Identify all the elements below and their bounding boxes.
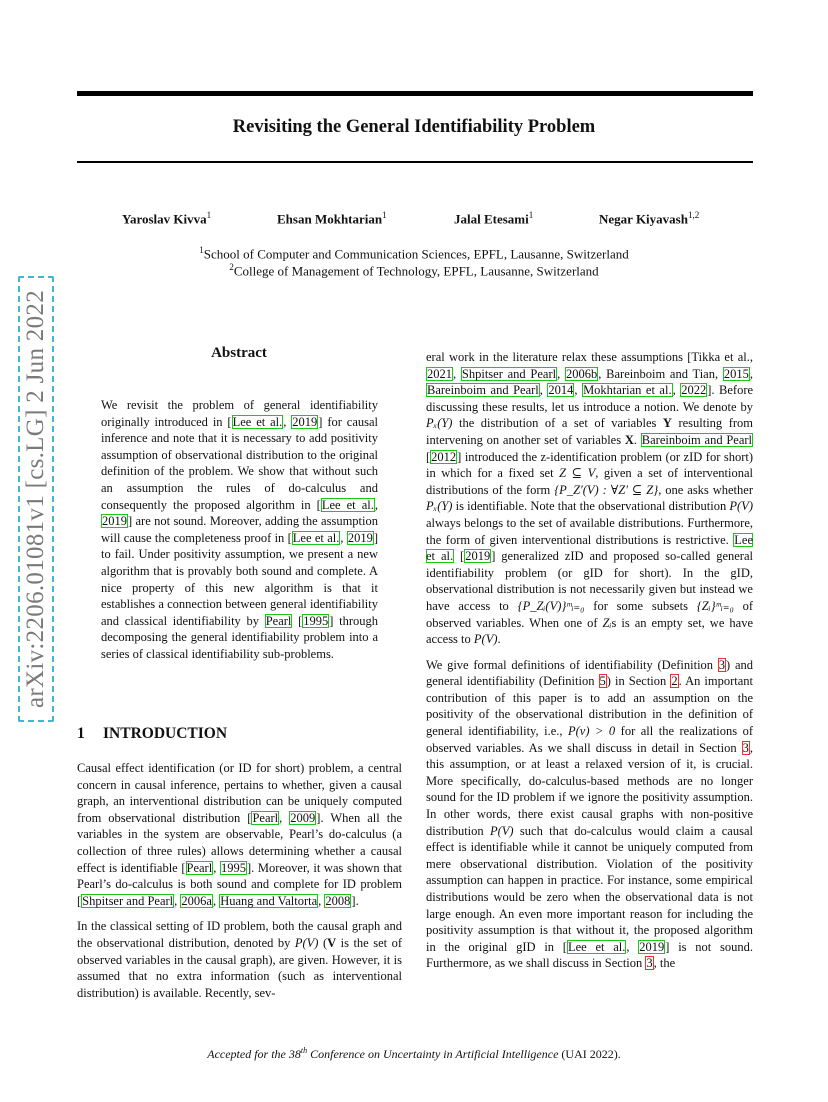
citation-link[interactable]: Bareinboim and Pearl — [427, 383, 539, 398]
reference-link[interactable]: 5 — [599, 674, 606, 689]
reference-link[interactable]: 2 — [671, 674, 678, 689]
author: Jalal Etesami$^1$ — [454, 210, 534, 227]
conference-footer: Accepted for the 38th Conference on Uncertainty in Artificial Intelligence (UAI 2022). — [207, 1046, 621, 1061]
citation-link[interactable]: 1995 — [220, 860, 246, 875]
citation-link[interactable]: 1995 — [303, 613, 329, 628]
affiliation: $^2$College of Management of Technology, EPFL, Lausanne, Switzerland — [229, 262, 599, 279]
citation-link[interactable]: 2019 — [639, 939, 665, 954]
citation-link[interactable]: Pearl — [252, 810, 279, 825]
section-heading: 1 INTRODUCTION — [77, 725, 228, 742]
reference-link[interactable]: 3 — [646, 956, 653, 971]
citation-link[interactable]: 2019 — [292, 414, 318, 429]
paragraph: We give formal definitions of identifiability (Definition 3) and general identifiability (Definition 5) in Section 2. An important contribution of this paper is to add an assumption on the positivity of the observational distribution in the definition of general identifiability, i.e., P(v) > 0 for all the realizations of observed variables. As we shall discuss in detail in Section 3, this assumption, or at least a relaxed version of it, is crucial. More specifically, do-calculus-based methods are no longer sound for the ID problem if we ignore the positivity assumption. In other words, there exist causal graphs with non-positive distribution P(V) such that do-calculus would claim a causal effect is identifiable while it cannot be uniquely computed from mere observational distribution. Violation of the positivity assumption can happen in practice. For instance, some empirical distributions would be zero when the observational data is not large enough. An even more important reason for including the positivity assumption is that without it, the proposed algorithm in the original gID in [Lee et al., 2019] is not sound. Furthermore, as we shall discuss in Section 3, the — [426, 657, 754, 971]
author: Yaroslav Kivva$^1$ — [122, 210, 212, 227]
paragraph: eral work in the literature relax these assumptions [Tikka et al., 2021, Shpitser and Pearl, 2006b, Bareinboim and Tian, 2015, Bareinboim and Pearl, 2014, Mokhtarian et al., 2022]. Before discussing these results, let us introduce a notion. We denote by Pₓ(Y) the distribution of a set of variables Y resulting from intervening on another set of variables X. Bareinboim and Pearl [2012] introduced the z-identification problem (or zID for short) in which for a fixed set Z ⊆ V, given a set of interventional distributions of the form {P_Z′(V) : ∀Z′ ⊆ Z}, one asks whether Pₓ(Y) is identifiable. Note that the observational distribution P(V) always belongs to the set of available distributions. Furthermore, the form of given interventional distributions is restrictive. Lee et al. [2019] generalized zID and proposed so-called general identifiability problem (or gID for short). In the gID, observational distribution is not necessarily given but instead we have access to {P_Zᵢ(V)}ᵐᵢ₌₀ for some subsets {Zᵢ}ᵐᵢ₌₀ of observed variables. When one of Zᵢs is an empty set, we have access to P(V). — [426, 350, 754, 647]
arxiv-stamp-text: arXiv:2206.01081v1 [cs.LG] 2 Jun 2022 — [22, 290, 49, 708]
citation-link[interactable]: Pearl — [265, 613, 292, 628]
citation-link[interactable]: Huang and Valtorta — [220, 893, 318, 908]
citation-link[interactable]: 2006b — [566, 366, 598, 381]
abstract-text: We revisit the problem of general identifiability originally introduced in [Lee et al., 2019] for causal inference and note that it is necessary to add positivity assumption of observational distribution to the original definition of the problem. We show that without such an assumption the rules of do-calculus and consequently the proposed algorithm in [Lee et al., 2019] are not sound. Moreover, adding the assumption will cause the completeness proof in [Lee et al., 2019] to fail. Under positivity assumption, we present a new algorithm that is provably both sound and complete. A nice property of this new algorithm is that it establishes a connection between general identifiability and classical identifiability by Pearl [1995] through decomposing the general identifiability problem into a series of classical identifiability sub-problems. — [101, 398, 379, 661]
paragraph: Causal effect identification (or ID for short) problem, a central concern in causal inference, pertains to whether, given a causal graph, an interventional distribution can be uniquely computed from observational distribution [Pearl, 2009]. When all the variables in the system are observable, Pearl’s do-calculus (a collection of three rules) allows determining whether a causal effect is identifiable [Pearl, 1995]. Moreover, it was shown that Pearl’s do-calculus is both sound and complete for ID problem [Shpitser and Pearl, 2006a, Huang and Valtorta, 2008]. — [77, 761, 402, 908]
paragraph: In the classical setting of ID problem, both the causal graph and the observational distribution, denoted by P(V) (V is the set of observed variables in the causal graph), are given. However, it is assumed that no extra information (such as interventional distribution) is available. Recently, sev- — [77, 919, 402, 1000]
citation-link[interactable]: Shpitser and Pearl — [82, 893, 174, 908]
paper-title: Revisiting the General Identifiability Problem — [232, 117, 596, 137]
citation-link[interactable]: 2019 — [347, 530, 373, 545]
citation-link[interactable]: 2006a — [181, 893, 212, 908]
abstract-heading: Abstract — [211, 345, 267, 361]
intro-left-column — [77, 760, 402, 1001]
author: Ehsan Mokhtarian$^1$ — [277, 210, 387, 227]
citation-link[interactable]: 2021 — [427, 366, 452, 381]
citation-link[interactable]: 2019 — [465, 549, 491, 564]
affiliation: $^1$School of Computer and Communication Sciences, EPFL, Lausanne, Switzerland — [199, 245, 629, 262]
citation-link[interactable]: 2022 — [681, 383, 707, 398]
title-rule — [77, 161, 753, 163]
citation-link[interactable]: Shpitser and Pearl — [461, 366, 557, 381]
citation-link[interactable]: 2015 — [723, 366, 749, 381]
citation-link[interactable]: Lee et al. — [321, 497, 374, 512]
citation-link[interactable]: Lee et al. — [232, 414, 283, 429]
top-rule — [77, 91, 753, 96]
author: Negar Kiyavash$^{1,2}$ — [599, 210, 700, 227]
citation-link[interactable]: Lee et al. — [426, 532, 753, 564]
citation-link[interactable]: 2008 — [325, 893, 351, 908]
citation-link[interactable]: 2019 — [102, 514, 127, 529]
arxiv-stamp[interactable] — [18, 276, 54, 722]
citation-link[interactable]: Lee et al. — [567, 939, 626, 954]
citation-link[interactable]: 2012 — [431, 449, 457, 464]
citation-link[interactable]: 2009 — [290, 810, 316, 825]
citation-link[interactable]: Lee et al. — [292, 530, 340, 545]
intro-right-column — [426, 349, 753, 972]
reference-link[interactable]: 3 — [718, 657, 726, 672]
citation-link[interactable]: 2014 — [548, 383, 574, 398]
citation-link[interactable]: Pearl — [186, 860, 213, 875]
citation-link[interactable]: Mokhtarian et al. — [583, 383, 672, 398]
reference-link[interactable]: 3 — [742, 740, 749, 755]
citation-link[interactable]: Bareinboim and Pearl — [641, 432, 753, 447]
